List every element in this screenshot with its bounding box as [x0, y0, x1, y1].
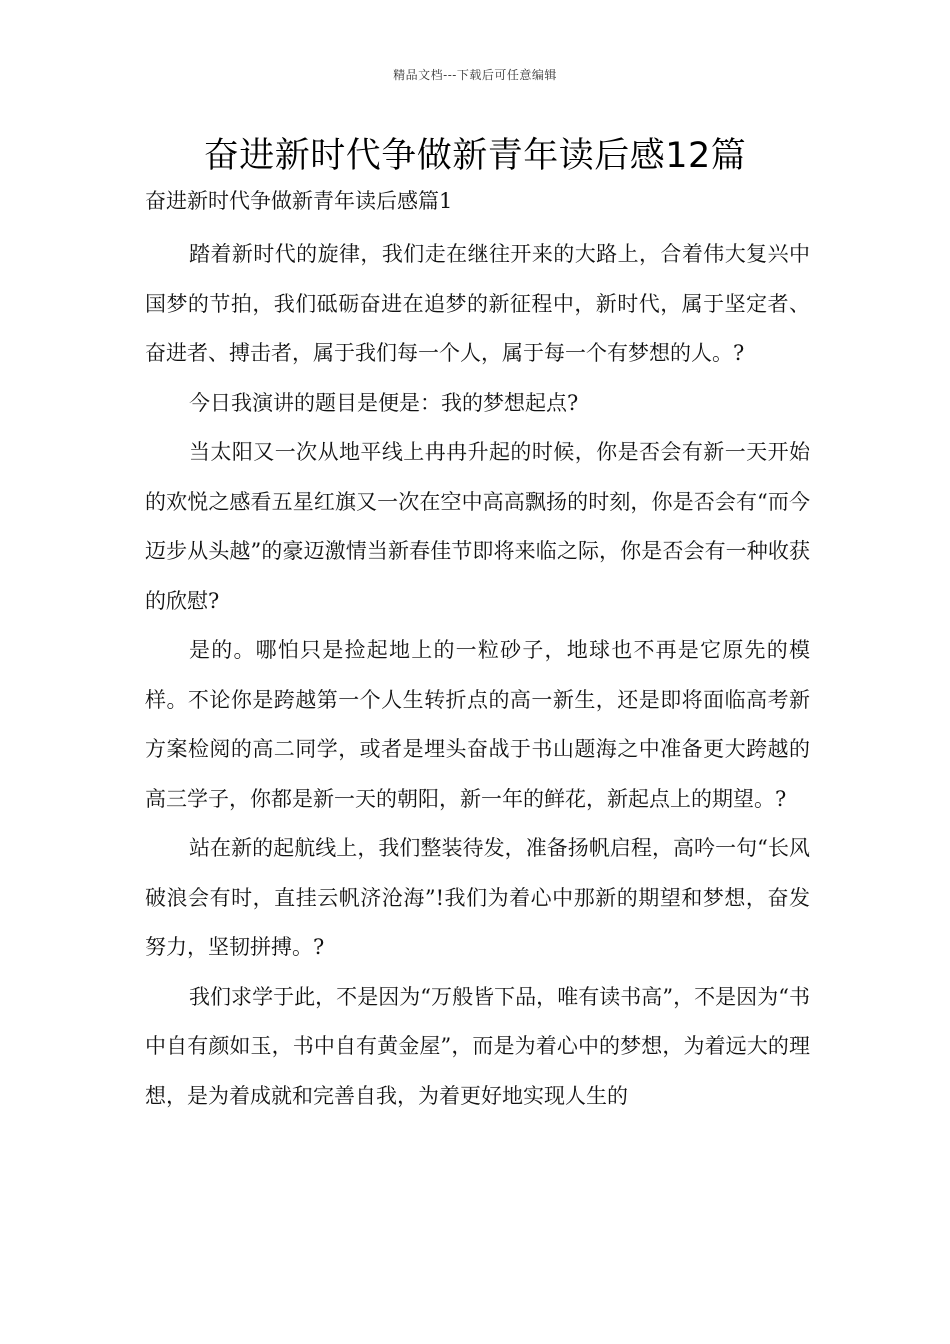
document-title: 奋进新时代争做新青年读后感12篇 — [203, 136, 747, 176]
paragraph: 踏着新时代的旋律，我们走在继往开来的大路上，合着伟大复兴中国梦的节拍，我们砥砺奋进在追梦的新征程中，新时代，属于坚定者、奋进者、搏击者，属于我们每一个人，属于每一个有梦想的人。? — [145, 242, 810, 365]
paragraph: 我们求学于此，不是因为“万般皆下品，唯有读书高”，不是因为“书中自有颜如玉，书中自有黄金屋”，而是为着心中的梦想，为着远大的理想，是为着成就和完善自我，为着更好地实现人生的 — [145, 984, 810, 1108]
paragraph: 今日我演讲的题目是便是：我的梦想起点? — [189, 390, 579, 415]
paragraph: 是的。哪怕只是捡起地上的一粒砂子，地球也不再是它原先的模样。不论你是跨越第一个人生转折点的高一新生，还是即将面临高考新方案检阅的高二同学，或者是埋头奋战于书山题海之中准备更大跨越的高三学子，你都是新一天的朝阳，新一年的鲜花，新起点上的期望。? — [145, 638, 810, 811]
body-text — [145, 230, 810, 1121]
paragraph: 站在新的起航线上，我们整装待发，准备扬帆启程，高吟一句“长风破浪会有时，直挂云帆济沧海”!我们为着心中那新的期望和梦想，奋发努力，坚韧拼搏。? — [145, 836, 810, 959]
section-heading: 奋进新时代争做新青年读后感篇1 — [145, 189, 453, 213]
paragraph: 当太阳又一次从地平线上冉冉升起的时候，你是否会有新一天开始的欢悦之感看五星红旗又一次在空中高高飘扬的时刻，你是否会有“而今迈步从头越”的豪迈激情当新春佳节即将来临之际，你是否会有一种收获的欣慰? — [145, 440, 810, 613]
header-note: 精品文档---下载后可任意编辑 — [393, 68, 557, 82]
